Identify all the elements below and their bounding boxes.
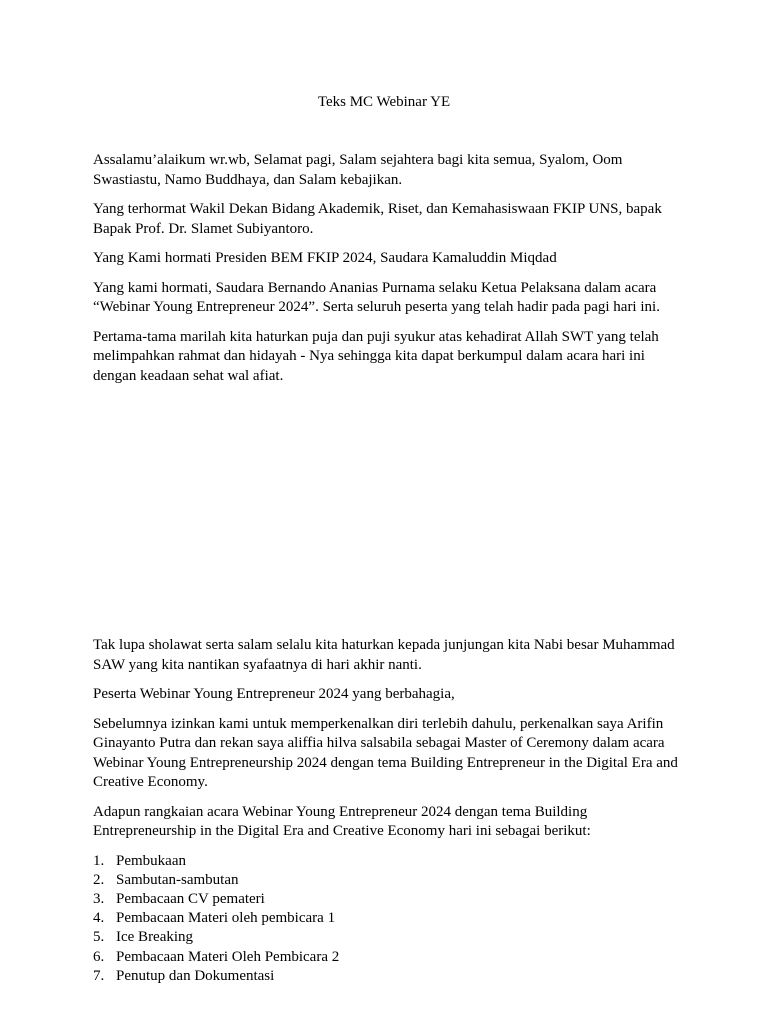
paragraph-honored-president: Yang Kami hormati Presiden BEM FKIP 2024, Saudara Kamaluddin Miqdad	[93, 250, 557, 266]
list-item	[93, 928, 683, 947]
list-item-number: 7.	[93, 967, 105, 984]
document-title: Teks MC Webinar YE	[317, 94, 451, 110]
list-item-number: 1.	[93, 852, 105, 869]
list-item	[93, 948, 683, 967]
list-item	[93, 871, 683, 890]
list-item-text: Pembacaan CV pemateri	[116, 890, 265, 907]
paragraph-honored-dean: Yang terhormat Wakil Dekan Bidang Akademik, Riset, dan Kemahasiswaan FKIP UNS, bapak Bapak Prof. Dr. Slamet Subiyantoro.	[93, 201, 662, 237]
list-item-number: 5.	[93, 929, 105, 946]
list-item-number: 3.	[93, 890, 105, 907]
paragraph-participants: Peserta Webinar Young Entrepreneur 2024 yang berbahagia,	[93, 686, 455, 702]
list-item-text: Penutup dan Dokumentasi	[116, 967, 275, 984]
list-item-text: Pembacaan Materi oleh pembicara 1	[116, 910, 336, 927]
paragraph-greeting: Assalamu’alaikum wr.wb, Selamat pagi, Salam sejahtera bagi kita semua, Syalom, Oom Swastiastu, Namo Buddhaya, dan Salam kebajikan.	[93, 152, 623, 188]
list-item	[93, 852, 683, 871]
list-item-text: Ice Breaking	[116, 929, 194, 946]
list-item-text: Pembukaan	[116, 852, 186, 869]
list-item	[93, 967, 683, 986]
introduction-section	[93, 636, 683, 986]
list-item-text: Sambutan-sambutan	[116, 871, 239, 888]
paragraph-sholawat: Tak lupa sholawat serta salam selalu kita haturkan kepada junjungan kita Nabi besar Muhammad SAW yang kita nantikan syafaatnya di hari akhir nanti.	[93, 637, 675, 673]
paragraph-honored-chair: Yang kami hormati, Saudara Bernando Ananias Purnama selaku Ketua Pelaksana dalam acara “Webinar Young Entrepreneur 2024”. Serta seluruh peserta yang telah hadir pada pagi hari ini.	[93, 279, 660, 315]
paragraph-gratitude: Pertama-tama marilah kita haturkan puja dan puji syukur atas kehadirat Allah SWT yang telah melimpahkan rahmat dan hidayah - Nya sehingga kita dapat berkumpul dalam acara hari ini dengan keadaan sehat wal afiat.	[93, 328, 659, 384]
agenda-list	[93, 852, 683, 986]
list-item-text: Pembacaan Materi Oleh Pembicara 2	[116, 948, 340, 965]
opening-section	[93, 151, 683, 386]
list-item-number: 2.	[93, 871, 105, 888]
list-item	[93, 909, 683, 928]
list-item-number: 4.	[93, 910, 105, 927]
paragraph-mc-introduction: Sebelumnya izinkan kami untuk memperkenalkan diri terlebih dahulu, perkenalkan saya Arifin Ginayanto Putra dan rekan saya aliffia hilva salsabila sebagai Master of Ceremony dalam acara Webinar Young Entrepreneurship 2024 dengan tema Building Entrepreneur in the Digital Era and Creative Economy.	[93, 715, 678, 790]
paragraph-agenda-intro: Adapun rangkaian acara Webinar Young Entrepreneur 2024 dengan tema Building Entrepreneurship in the Digital Era and Creative Economy hari ini sebagai berikut:	[93, 803, 591, 839]
list-item	[93, 890, 683, 909]
list-item-number: 6.	[93, 948, 105, 965]
